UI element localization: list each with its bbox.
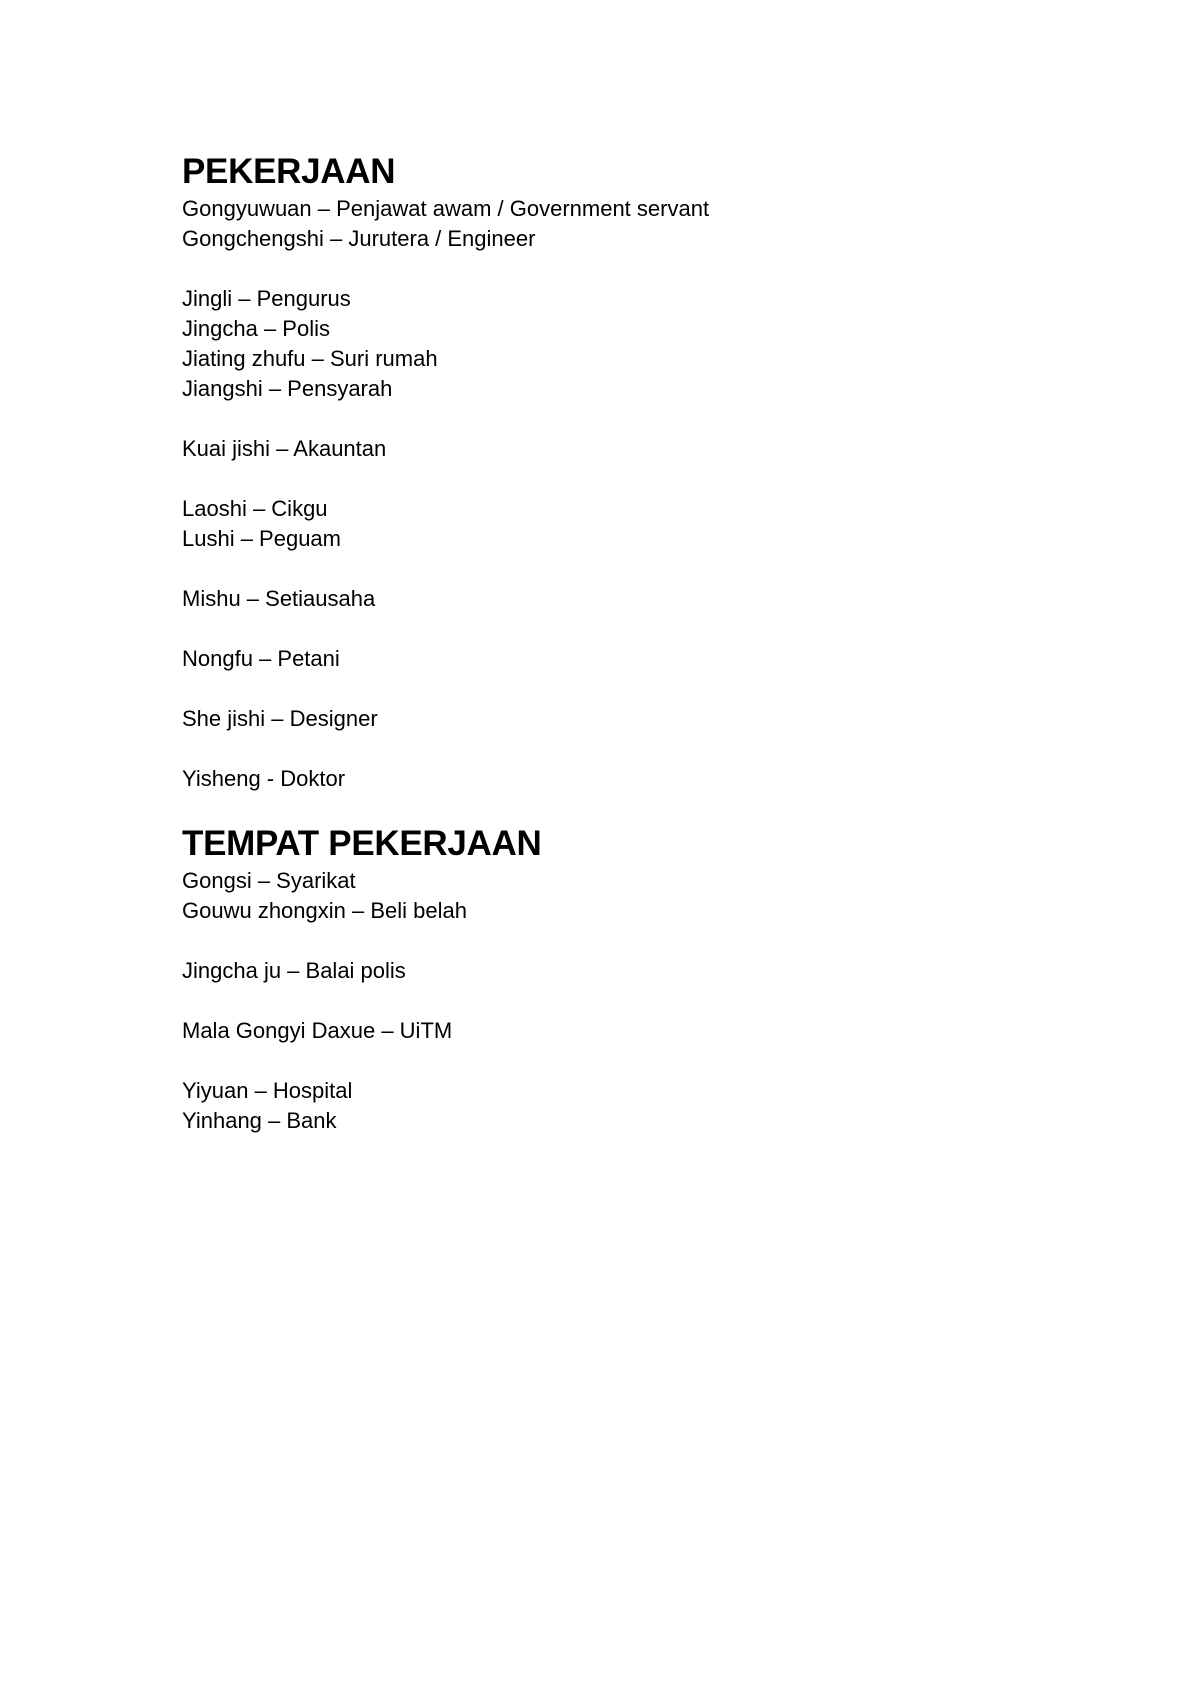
vocab-line: Jiangshi – Pensyarah xyxy=(182,376,393,401)
vocab-line: Gongchengshi – Jurutera / Engineer xyxy=(182,226,536,251)
vocab-line: Jingcha ju – Balai polis xyxy=(182,958,406,983)
document-content xyxy=(182,150,1082,1136)
word-group xyxy=(182,284,1082,404)
vocab-line: Gouwu zhongxin – Beli belah xyxy=(182,898,467,923)
word-group xyxy=(182,644,1082,674)
word-group xyxy=(182,434,1082,464)
vocab-line: Mishu – Setiausaha xyxy=(182,586,376,611)
vocab-line: Lushi – Peguam xyxy=(182,526,341,551)
vocab-line: Gongsi – Syarikat xyxy=(182,868,356,893)
word-group xyxy=(182,194,1082,254)
word-group xyxy=(182,584,1082,614)
vocab-line: Yiyuan – Hospital xyxy=(182,1078,353,1103)
word-group xyxy=(182,704,1082,734)
section-tempat-pekerjaan xyxy=(182,822,1082,1136)
vocab-line: Yisheng - Doktor xyxy=(182,766,346,791)
word-group xyxy=(182,764,1082,794)
word-group xyxy=(182,1076,1082,1136)
section-heading: PEKERJAAN xyxy=(182,152,396,191)
vocab-line: Kuai jishi – Akauntan xyxy=(182,436,387,461)
section-pekerjaan xyxy=(182,150,1082,794)
vocab-line: Mala Gongyi Daxue – UiTM xyxy=(182,1018,453,1043)
word-group xyxy=(182,866,1082,926)
vocab-line: Jingli – Pengurus xyxy=(182,286,351,311)
vocab-line: Laoshi – Cikgu xyxy=(182,496,328,521)
vocab-line: Gongyuwuan – Penjawat awam / Government servant xyxy=(182,196,710,221)
vocab-line: Jiating zhufu – Suri rumah xyxy=(182,346,438,371)
vocab-line: Nongfu – Petani xyxy=(182,646,340,671)
vocab-line: Yinhang – Bank xyxy=(182,1108,337,1133)
word-group xyxy=(182,1016,1082,1046)
vocab-line: Jingcha – Polis xyxy=(182,316,330,341)
word-group xyxy=(182,956,1082,986)
section-heading: TEMPAT PEKERJAAN xyxy=(182,824,542,863)
word-group xyxy=(182,494,1082,554)
vocab-line: She jishi – Designer xyxy=(182,706,378,731)
